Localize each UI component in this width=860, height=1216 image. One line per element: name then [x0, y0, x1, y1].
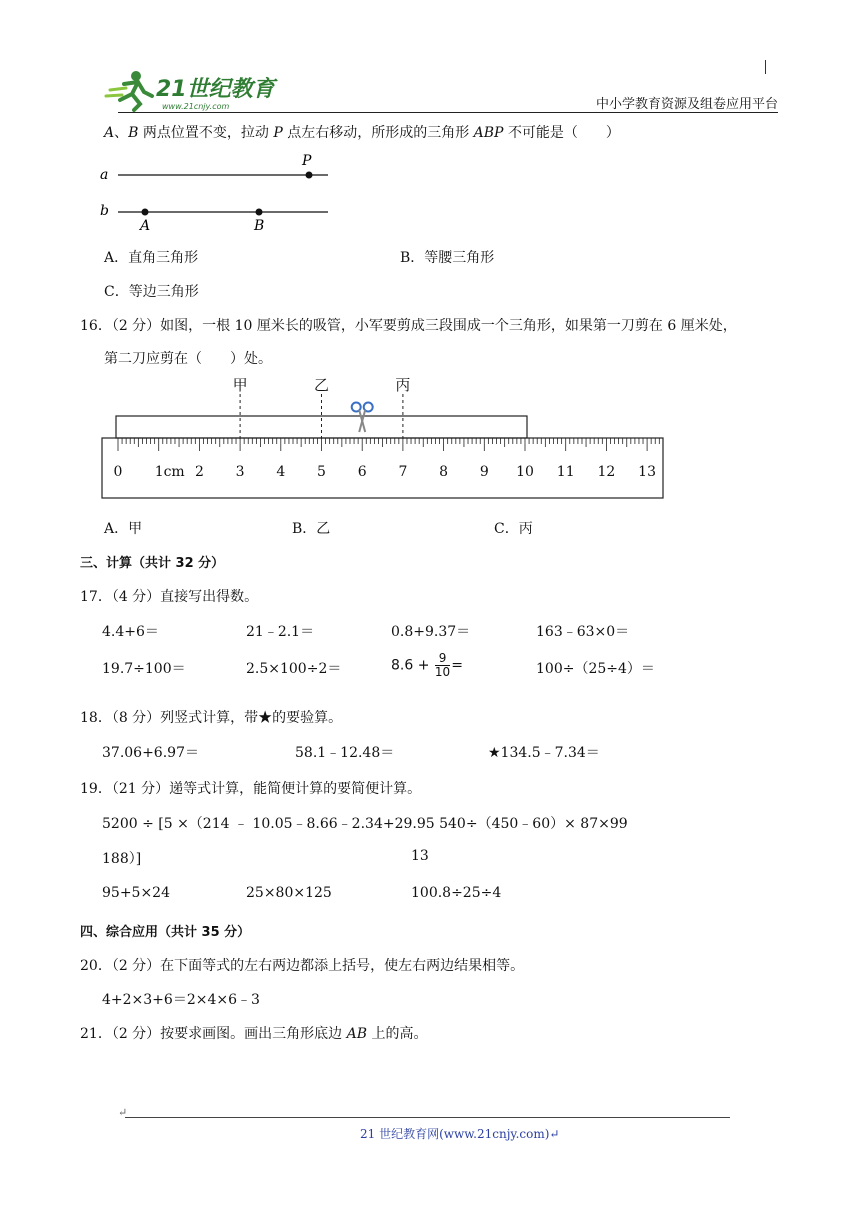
section-3-title: 三、计算（共计 32 分） — [80, 556, 225, 571]
q18-item: 58.1﹣12.48＝ — [295, 745, 395, 761]
logo-text: 21世纪教育 — [156, 77, 275, 102]
ruler-label: 1cm — [154, 464, 185, 480]
fraction — [435, 652, 450, 679]
header-tick — [765, 60, 766, 74]
fraction-denominator: 10 — [434, 665, 451, 679]
point-b — [256, 209, 263, 216]
q17-item: 2.5×100÷2＝ — [246, 661, 342, 677]
cut-mark-label: 丙 — [395, 376, 411, 394]
cut-mark-label: 甲 — [232, 376, 248, 394]
q20-expression: 4+2×3+6＝2×4×6﹣3 — [102, 992, 260, 1008]
q19-item: 25×80×125 — [246, 885, 332, 901]
q17-item: 100÷（25÷4）＝ — [536, 661, 655, 677]
q17-item: 21﹣2.1＝ — [246, 624, 315, 640]
q17-item: 19.7÷100＝ — [102, 661, 186, 677]
ruler-label: 3 — [235, 464, 245, 480]
q21-stem-pre: 21．（2 分）按要求画图。画出三角形底边 — [80, 1026, 343, 1042]
q17-item: 163﹣63×0＝ — [536, 624, 630, 640]
q19-row2-right: 13 — [411, 848, 429, 864]
q15-stem-post: 不可能是（ ） — [507, 125, 620, 141]
ruler-label: 8 — [439, 464, 449, 480]
q17-fraction-item — [391, 652, 463, 679]
q15-stem-pre: 两点位置不变，拉动 — [142, 125, 269, 141]
q16-stem-line1: 16．（2 分）如图，一根 10 厘米长的吸管，小军要剪成三段围成一个三角形，如果第一刀剪在 6 厘米处， — [80, 318, 737, 334]
ruler-label: 7 — [398, 464, 408, 480]
platform-title: 中小学教育资源及组卷应用平台 — [595, 97, 778, 112]
runner-icon — [106, 71, 152, 110]
frac-pre: 8.6 + — [391, 657, 430, 674]
footer-text: 21 世纪教育网(www.21cnjy.com)↵ — [360, 1127, 560, 1141]
ruler-label: 6 — [357, 464, 367, 480]
fraction-numerator: 9 — [435, 652, 450, 666]
ruler-label: 11 — [556, 464, 575, 480]
q18-item: 37.06+6.97＝ — [102, 745, 199, 761]
ruler-figure — [100, 374, 666, 502]
line-b-label: b — [100, 203, 109, 219]
q20-stem: 20．（2 分）在下面等式的左右两边都添上括号，使左右两边结果相等。 — [80, 958, 525, 974]
q21-stem — [80, 1023, 427, 1043]
ruler-label: 12 — [597, 464, 616, 480]
q16-option-a: A．甲 — [104, 521, 143, 537]
ruler-label: 0 — [113, 464, 123, 480]
logo-subtext: www.21cnjy.com — [162, 102, 230, 111]
q15-stem-mid: 点左右移动，所形成的三角形 — [287, 125, 470, 141]
q17-item: 0.8+9.37＝ — [391, 624, 471, 640]
logo — [104, 66, 279, 112]
q15-letter-b: B — [128, 125, 139, 141]
ruler-label: 9 — [479, 464, 489, 480]
footer-corner-mark: ↵ — [118, 1106, 128, 1119]
q15-option-b: B．等腰三角形 — [400, 250, 495, 266]
q17-item: 4.4+6＝ — [102, 624, 159, 640]
q21-stem-ab: AB — [346, 1026, 368, 1042]
q21-stem-post: 上的高。 — [371, 1026, 428, 1042]
q16-option-b: B．乙 — [292, 521, 331, 537]
section-4-title: 四、综合应用（共计 35 分） — [80, 925, 251, 940]
q15-option-c: C．等边三角形 — [104, 284, 199, 300]
cut-mark-label: 乙 — [313, 376, 330, 394]
q15-figure — [96, 148, 346, 236]
q19-item: 95+5×24 — [102, 885, 170, 901]
q15-letter-p: P — [273, 125, 283, 141]
line-a-label: a — [100, 167, 109, 183]
scissors-icon — [352, 403, 373, 433]
frac-post: = — [451, 657, 463, 674]
q19-row2-left: 188）] — [102, 851, 142, 867]
footer-divider — [125, 1117, 730, 1118]
point-a-label: A — [140, 218, 151, 234]
q15-sep: 、 — [114, 125, 129, 141]
point-p — [306, 172, 313, 179]
q15-letter-a: A — [104, 125, 115, 141]
q15-option-a: A．直角三角形 — [104, 250, 199, 266]
ruler-label: 5 — [317, 464, 326, 480]
ruler-label: 2 — [194, 464, 204, 480]
q18-item: ★134.5﹣7.34＝ — [488, 745, 600, 761]
header-divider — [118, 112, 778, 113]
q19-row1: 5200 ÷ [5 ×（214 ﹣ 10.05﹣8.66﹣2.34+29.95 540÷（450﹣60）× 87×99 — [102, 816, 628, 832]
q16-option-c: C．丙 — [494, 521, 533, 537]
q19-stem: 19．（21 分）递等式计算，能简便计算的要简便计算。 — [80, 781, 422, 797]
q15-letter-abp: ABP — [473, 125, 504, 141]
ruler-label: 4 — [276, 464, 286, 480]
q17-stem: 17．（4 分）直接写出得数。 — [80, 589, 259, 605]
ruler-label: 10 — [516, 464, 534, 480]
q15-stem — [104, 122, 620, 142]
point-a — [142, 209, 149, 216]
point-p-label: P — [302, 153, 312, 169]
q16-stem-line2: 第二刀应剪在（ ）处。 — [104, 351, 272, 367]
ruler-label: 13 — [638, 464, 657, 480]
q18-stem: 18．（8 分）列竖式计算，带★的要验算。 — [80, 710, 343, 726]
point-b-label: B — [254, 218, 265, 234]
q19-item: 100.8÷25÷4 — [411, 885, 502, 901]
